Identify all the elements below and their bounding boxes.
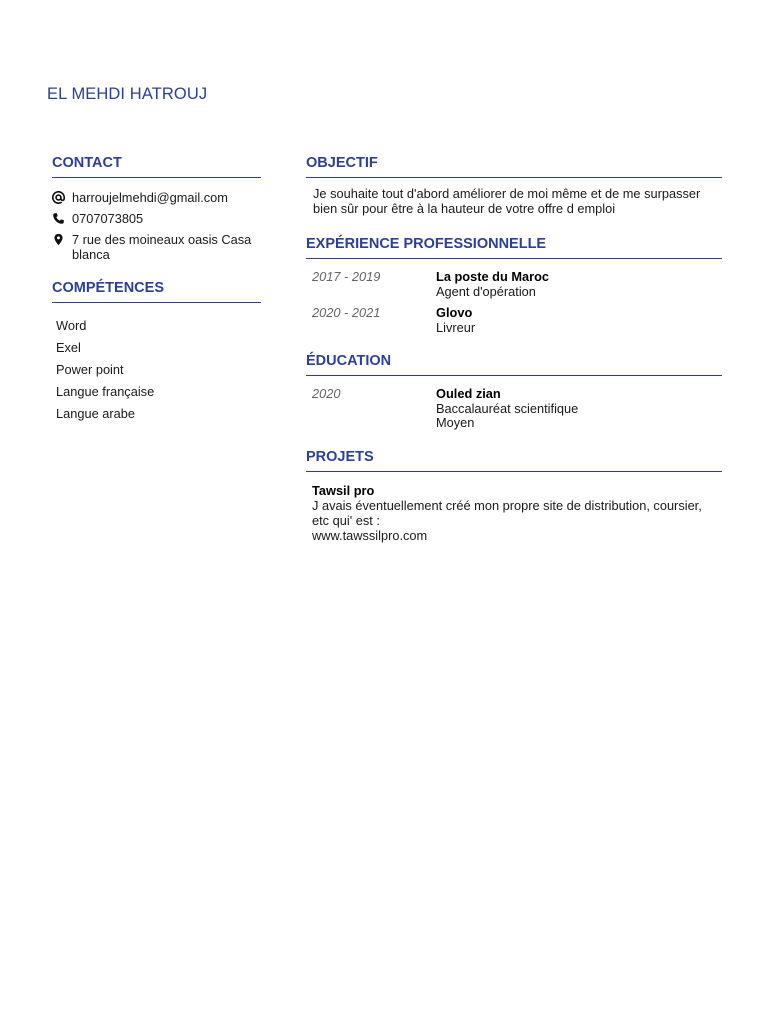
location-pin-icon xyxy=(52,233,65,246)
left-column xyxy=(52,155,261,425)
address-text: 7 rue des moineaux oasis Casa blanca xyxy=(72,232,252,262)
at-icon xyxy=(52,191,65,204)
skill-item: Langue française xyxy=(56,384,155,399)
skills-heading: COMPÉTENCES xyxy=(52,280,261,303)
right-column xyxy=(306,155,722,543)
contact-phone xyxy=(52,211,261,226)
entry-date: 2017 - 2019 xyxy=(312,269,381,284)
skills-list xyxy=(52,315,261,425)
entry-role: Agent d'opération xyxy=(436,283,536,299)
entry-organization: La poste du Maroc xyxy=(436,269,550,284)
phone-text: 0707073805 xyxy=(72,211,144,226)
candidate-name: EL MEHDI HATROUJ xyxy=(47,85,208,103)
projects-heading: PROJETS xyxy=(306,449,722,472)
phone-icon xyxy=(52,212,65,225)
project-name: Tawsil pro xyxy=(312,482,375,498)
objective-text: Je souhaite tout d'abord améliorer de moi même et de me surpasser bien sûr pour être à la hauteur de votre offre d emploi xyxy=(313,186,701,216)
project-description: J avais éventuellement créé mon propre site de distribution, coursier, etc qui' est : xyxy=(312,497,702,528)
objective-heading: OBJECTIF xyxy=(306,155,722,178)
skill-item: Power point xyxy=(56,362,124,377)
education-list xyxy=(306,387,722,431)
entry-date: 2020 - 2021 xyxy=(312,305,381,320)
education-entry xyxy=(306,387,722,431)
email-text: harroujelmehdi@gmail.com xyxy=(72,190,228,205)
contact-heading: CONTACT xyxy=(52,155,261,178)
skill-item: Langue arabe xyxy=(56,406,135,421)
experience-list xyxy=(306,270,722,335)
skill-item: Word xyxy=(56,318,87,333)
entry-date: 2020 xyxy=(312,386,341,401)
entry-organization: Ouled zian xyxy=(436,386,501,401)
entry-body xyxy=(436,387,722,431)
experience-entry xyxy=(306,306,722,335)
experience-heading: EXPÉRIENCE PROFESSIONNELLE xyxy=(306,236,722,259)
experience-entry xyxy=(306,270,722,299)
entry-body xyxy=(436,306,722,335)
entry-role: Livreur xyxy=(436,319,476,335)
education-heading: ÉDUCATION xyxy=(306,353,722,376)
entry-degree: Baccalauréat scientifique xyxy=(436,400,579,416)
entry-grade: Moyen xyxy=(436,415,475,430)
entry-body xyxy=(436,270,722,299)
contact-address xyxy=(52,232,261,262)
project-entry xyxy=(312,483,722,543)
entry-organization: Glovo xyxy=(436,305,473,320)
project-url: www.tawssilpro.com xyxy=(312,527,428,543)
skill-item: Exel xyxy=(56,340,81,355)
contact-list xyxy=(52,190,261,262)
contact-email xyxy=(52,190,261,205)
